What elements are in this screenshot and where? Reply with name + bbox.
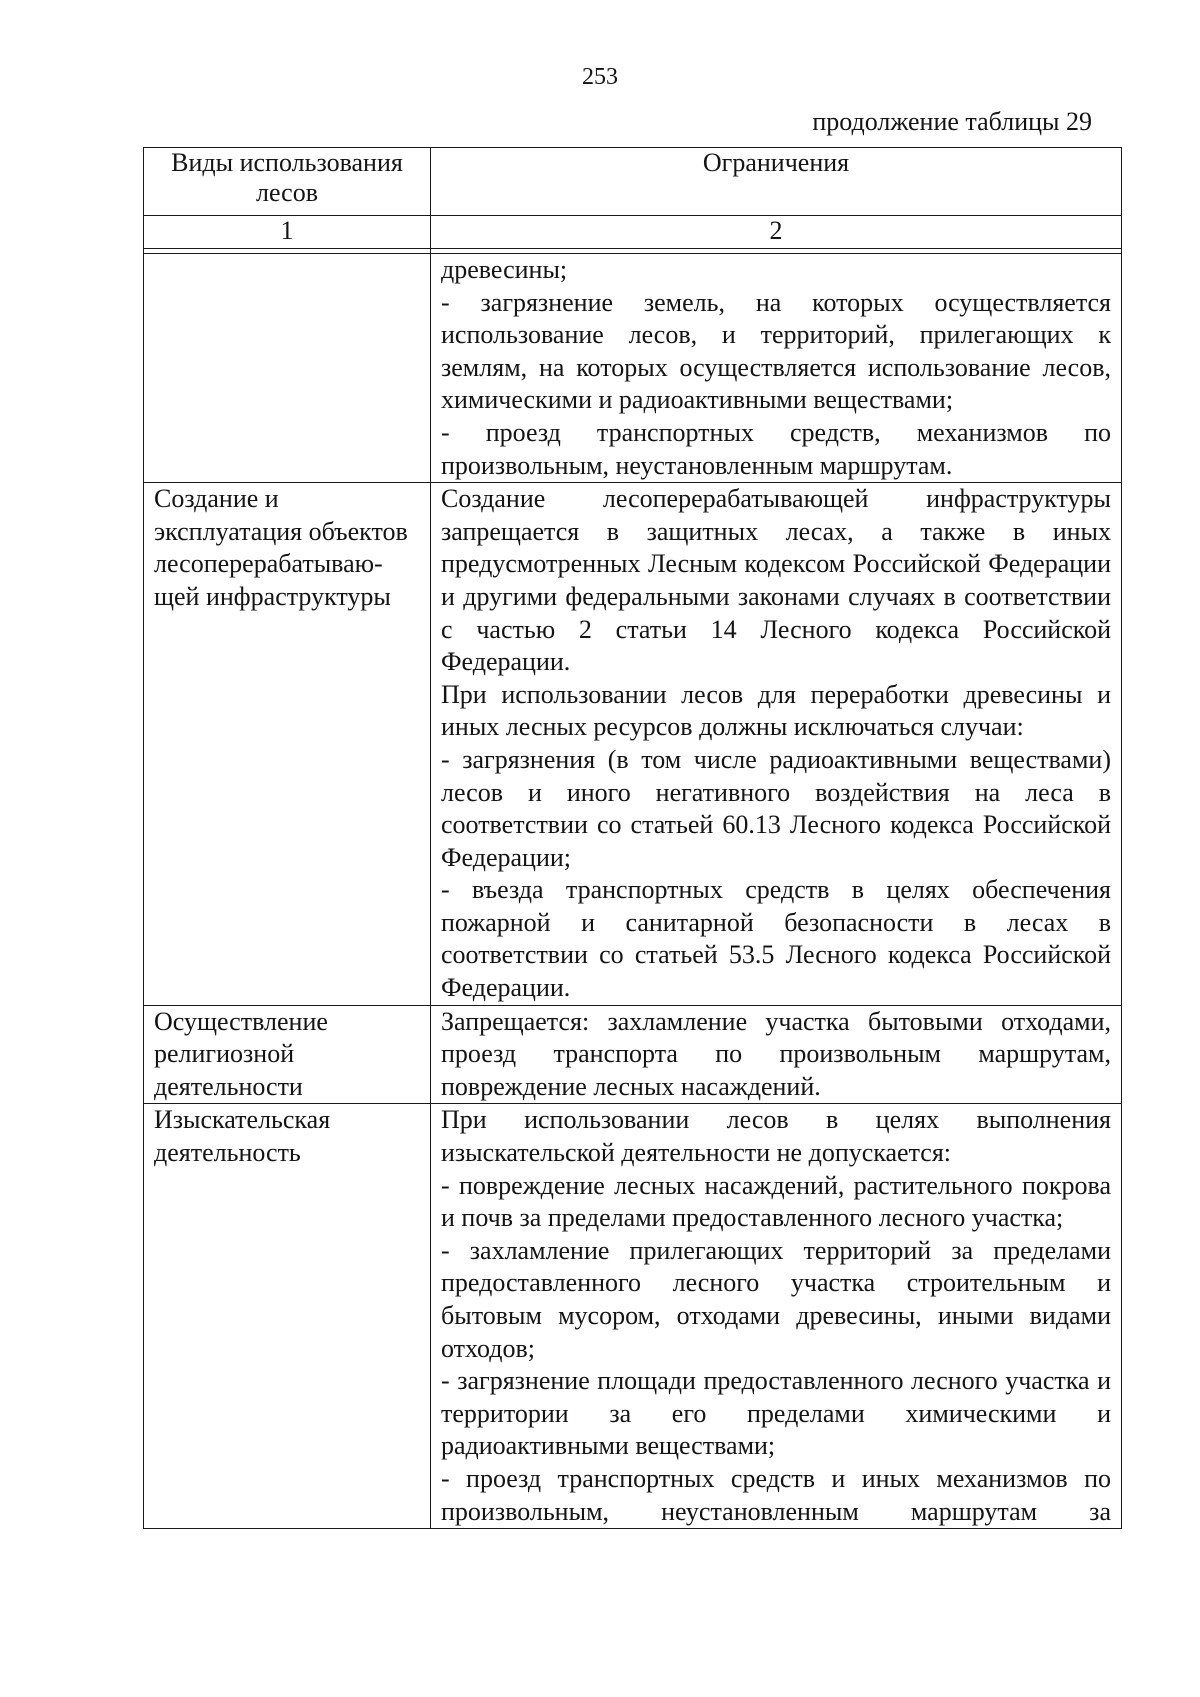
table-continuation-label: продолжение таблицы 29 [812,107,1092,136]
forest-use-type-cell: Создание и эксплуатация объектов лесоперерабатываю-щей инфраструктуры [144,483,431,1006]
table-header-row [144,148,1122,216]
header-restrictions: Ограничения [431,148,1122,216]
page-number: 253 [582,64,618,90]
restriction-paragraph: - въезда транспортных средств в целях обеспечения пожарной и санитарной безопасности в лесах в соответствии со статьей 53.5 Лесного кодекса Российской Федерации. [441,875,1111,1003]
header-forest-use-types: Виды использования лесов [144,148,431,216]
restrictions-table [143,147,1122,1529]
table-row [144,254,1122,483]
restriction-paragraph: Запрещается: захламление участка бытовыми отходами, проезд транспорта по произвольным маршрутам, повреждение лесных насаждений. [441,1006,1111,1101]
forest-use-type-cell: Изыскательская деятельность [144,1104,431,1529]
restrictions-cell [431,1005,1122,1104]
column-number-1: 1 [144,216,431,249]
column-number-2: 2 [431,216,1122,249]
restriction-paragraph: древесины; [441,255,568,284]
column-number-row [144,216,1122,249]
table-row [144,1104,1122,1529]
forest-use-type-cell: Осуществление религиозной деятельности [144,1005,431,1104]
restriction-paragraph: - проезд транспортных средств и иных механизмов по произвольным, неустановленным маршрутам за [441,1463,1111,1526]
restriction-paragraph: - загрязнение земель, на которых осуществляется использование лесов, и территорий, прилегающих к землям, на которых осуществляется использование лесов, химическими и радиоактивными веществами; [441,287,1111,415]
restriction-paragraph: При использовании лесов для переработки древесины и иных лесных ресурсов должны исключаться случаи: [441,679,1111,742]
restriction-paragraph: - захламление прилегающих территорий за пределами предоставленного лесного участка строительным и бытовым мусором, отходами древесины, иными видами отходов; [441,1235,1111,1363]
restriction-paragraph: - проезд транспортных средств, механизмов по произвольным, неустановленным маршрутам. [441,417,1111,480]
restrictions-cell [431,254,1122,483]
forest-use-type-cell [144,254,431,483]
restriction-paragraph: - загрязнения (в том числе радиоактивными веществами) лесов и иного негативного воздействия на леса в соответствии со статьей 60.13 Лесного кодекса Российской Федерации; [441,744,1111,872]
restrictions-cell [431,1104,1122,1529]
restriction-paragraph: - загрязнение площади предоставленного лесного участка и территории за его пределами химическими и радиоактивными веществами; [441,1366,1111,1461]
restrictions-cell [431,483,1122,1006]
restriction-paragraph: При использовании лесов в целях выполнения изыскательской деятельности не допускается: [441,1105,1111,1168]
restriction-paragraph: Создание лесоперерабатывающей инфраструктуры запрещается в защитных лесах, а также в иных предусмотренных Лесным кодексом Российской Федерации и другими федеральными законами случаях в соответствии с частью 2 статьи 14 Лесного кодекса Российской Федерации. [441,484,1111,677]
table-row [144,1005,1122,1104]
table-row [144,483,1122,1006]
restriction-paragraph: - повреждение лесных насаждений, растительного покрова и почв за пределами предоставленного лесного участка; [441,1170,1111,1233]
